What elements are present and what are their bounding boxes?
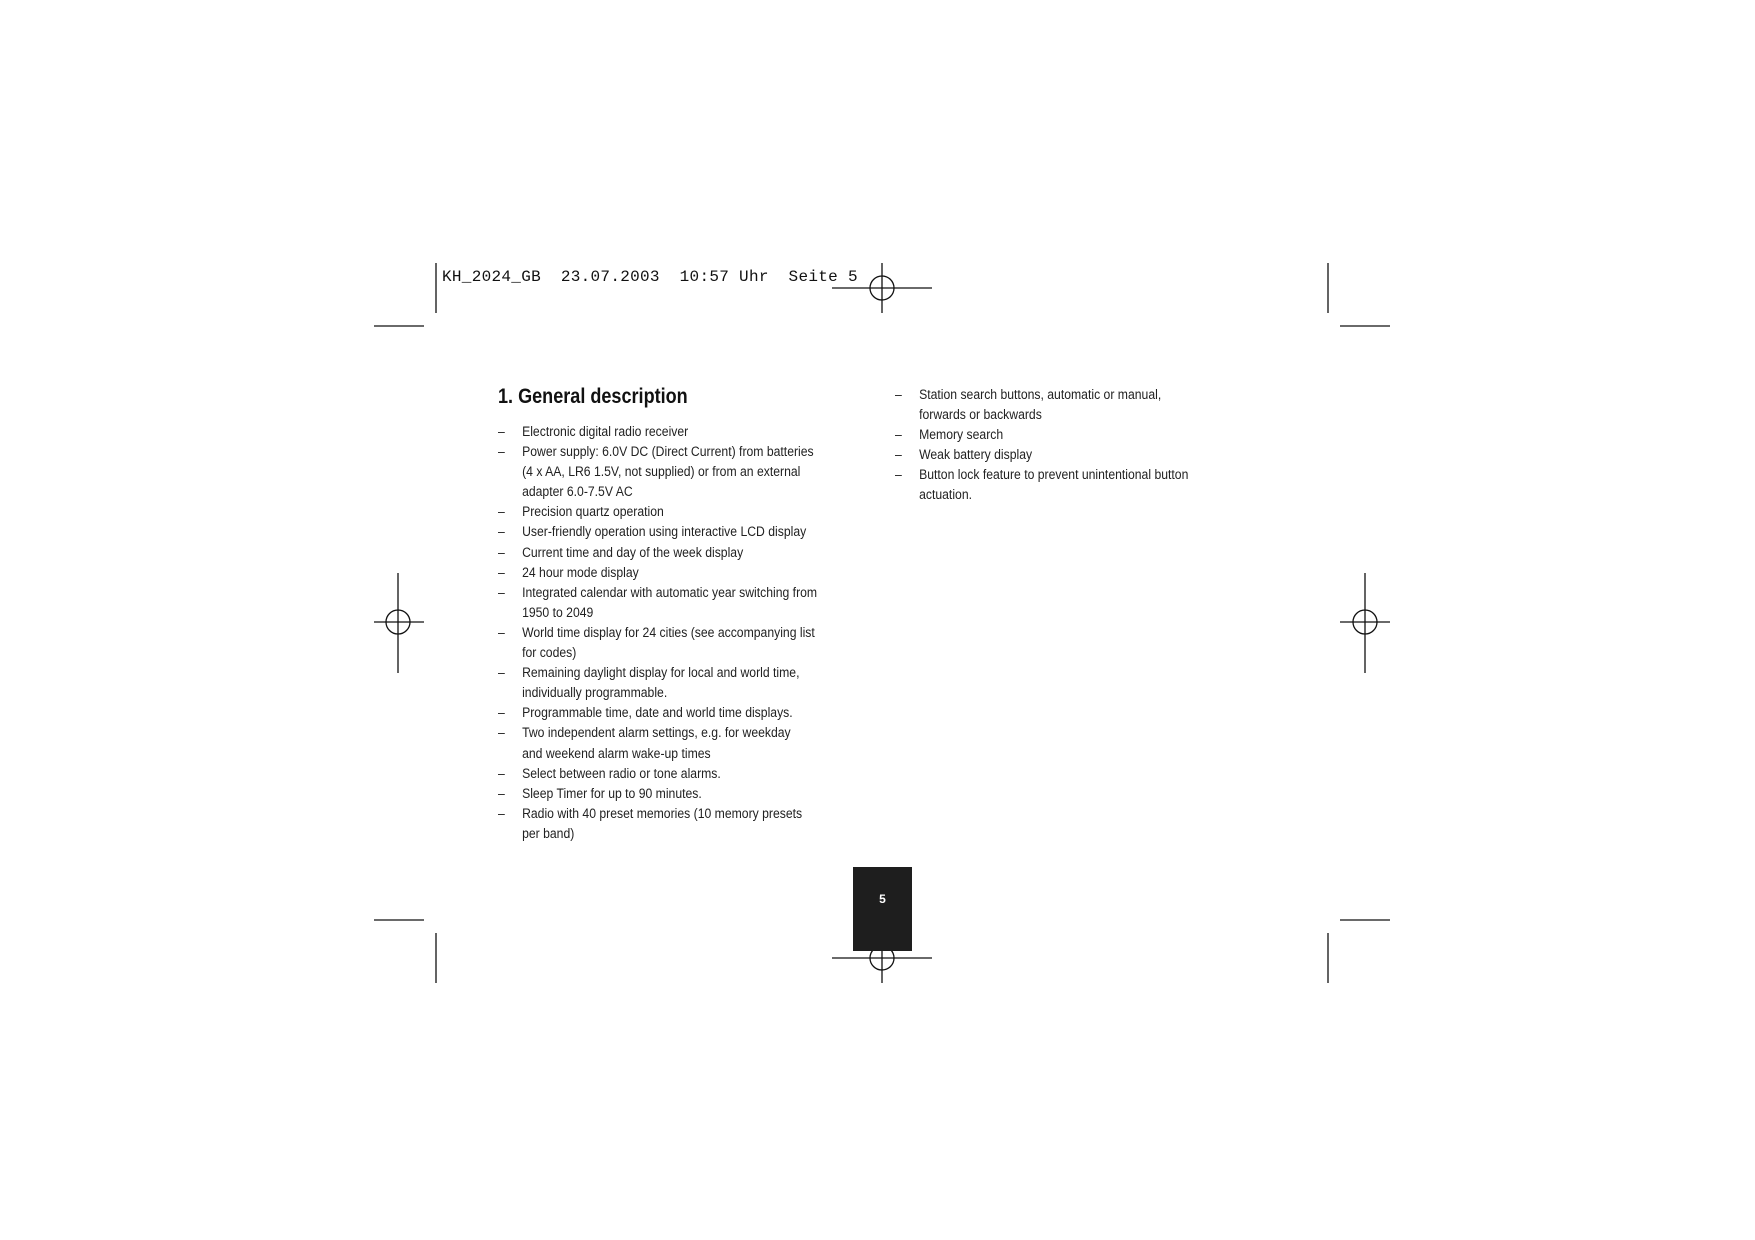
list-item: – Select between radio or tone alarms.: [498, 764, 868, 784]
list-item: – Station search buttons, automatic or manual, forwards or backwards: [895, 385, 1239, 425]
list-item: – Power supply: 6.0V DC (Direct Current) from batteries (4 x AA, LR6 1.5V, not supplied) or from an external adapter 6.0-7.5V AC: [498, 442, 868, 502]
list-item: – Integrated calendar with automatic year switching from 1950 to 2049: [498, 583, 868, 623]
page-number-tab: [853, 867, 912, 951]
list-item: – Precision quartz operation: [498, 502, 868, 522]
list-item: – Memory search: [895, 425, 1239, 445]
list-item: – Remaining daylight display for local and world time, individually programmable.: [498, 663, 868, 703]
list-item: – Two independent alarm settings, e.g. for weekday and weekend alarm wake-up times: [498, 723, 868, 763]
list-item: – Radio with 40 preset memories (10 memory presets per band): [498, 804, 868, 844]
feature-list-left: [498, 422, 868, 844]
list-item: – User-friendly operation using interactive LCD display: [498, 522, 868, 542]
list-item: – Electronic digital radio receiver: [498, 422, 868, 442]
list-item: – World time display for 24 cities (see accompanying list for codes): [498, 623, 868, 663]
page-number: 5: [879, 892, 886, 906]
list-item: – Sleep Timer for up to 90 minutes.: [498, 784, 868, 804]
list-item: – Programmable time, date and world time displays.: [498, 703, 868, 723]
list-item: – Button lock feature to prevent unintentional button actuation.: [895, 465, 1239, 505]
section-title: 1. General description: [498, 385, 688, 408]
left-column: [498, 384, 868, 844]
right-column: [895, 385, 1239, 506]
list-item: – Current time and day of the week display: [498, 543, 868, 563]
list-item: – 24 hour mode display: [498, 563, 868, 583]
print-slug-line: KH_2024_GB 23.07.2003 10:57 Uhr Seite 5: [442, 268, 858, 286]
list-item: – Weak battery display: [895, 445, 1239, 465]
feature-list-right: [895, 385, 1239, 506]
